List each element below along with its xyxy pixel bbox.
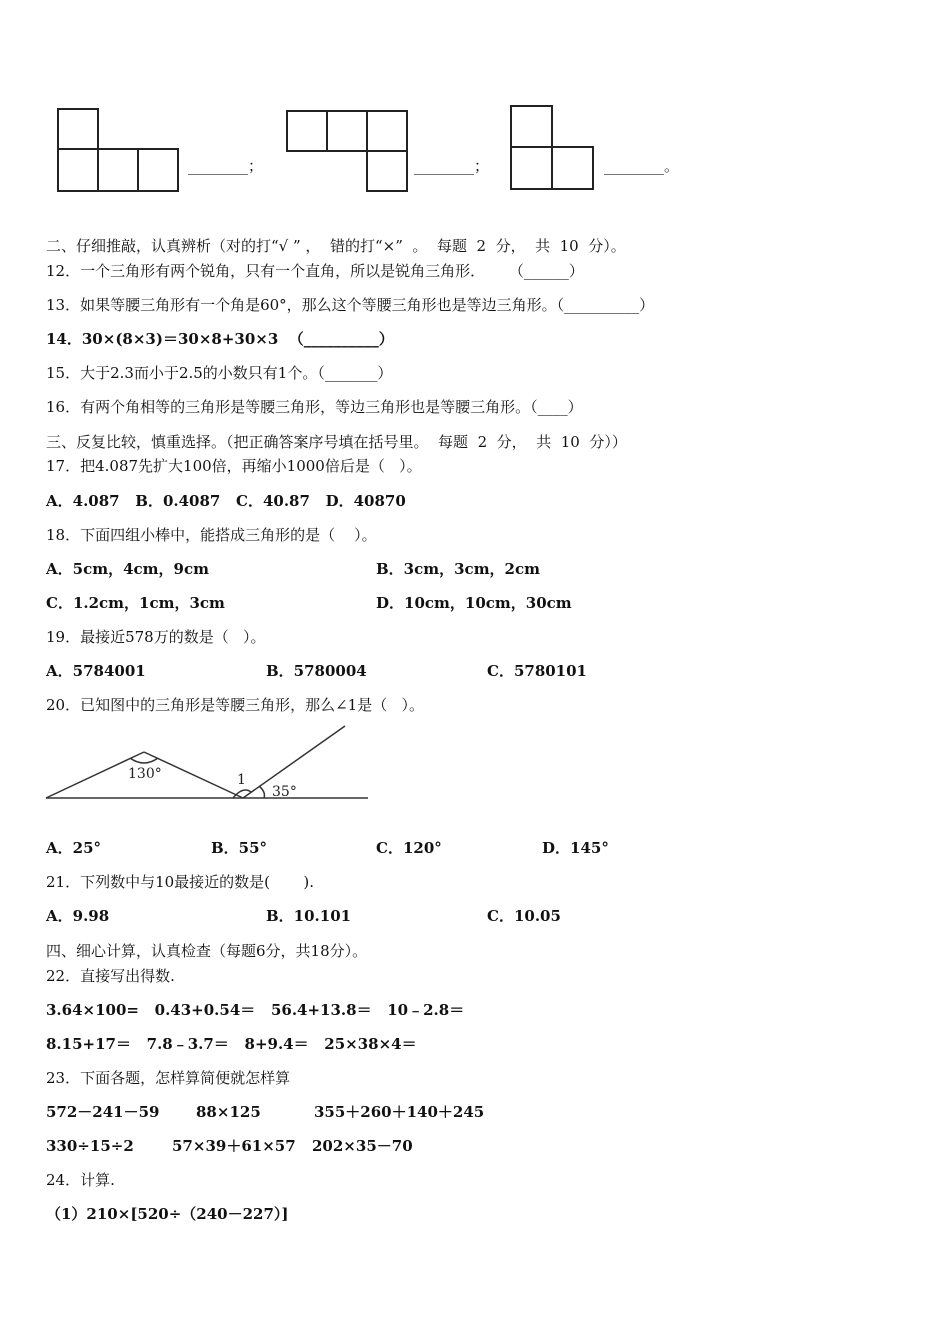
question-18-option-b: B．3cm，3cm，2cm xyxy=(376,560,541,578)
angle-35-label: 35° xyxy=(272,784,297,800)
question-19-option-c: C．5780101 xyxy=(487,662,587,680)
figure-1-blank: ________； xyxy=(188,157,264,175)
question-23-expr: 57×39＋61×57 xyxy=(172,1137,296,1155)
section-4-header: 四、细心计算，认真检查（每题6分，共18分）。 xyxy=(46,942,368,960)
apex-angle-label: 130° xyxy=(128,766,162,782)
question-18-option-a: A．5cm，4cm，9cm xyxy=(46,560,209,578)
figure-2-blank: ________； xyxy=(414,157,490,175)
question-22-row-1: 3.64×100= 0.43+0.54＝ 56.4+13.8＝ 10﹣2.8＝ xyxy=(46,1001,465,1019)
question-20-stem: 20．已知图中的三角形是等腰三角形，那么∠1是（ ）。 xyxy=(46,696,425,714)
question-23-expr: 355＋260＋140＋245 xyxy=(314,1103,485,1121)
question-21-option-c: C．10.05 xyxy=(487,907,561,925)
question-21-option-b: B．10.101 xyxy=(266,907,352,925)
question-18-option-d: D．10cm，10cm，30cm xyxy=(376,594,572,612)
question-19-option-b: B．5780004 xyxy=(266,662,367,680)
question-20-option-a: A．25° xyxy=(46,839,102,857)
net-figure-1 xyxy=(54,106,184,196)
angle-1-label: 1 xyxy=(237,772,246,788)
question-17-stem: 17．把4.087先扩大100倍，再缩小1000倍后是（ ）。 xyxy=(46,457,422,475)
question-19-stem: 19．最接近578万的数是（ ）。 xyxy=(46,628,266,646)
question-14: 14．30×(8×3)＝30×8+30×3 （__________） xyxy=(46,330,394,348)
question-23-stem: 23．下面各题，怎样算简便就怎样算 xyxy=(46,1069,291,1087)
question-17-options: A．4.087 B．0.4087 C．40.87 D．40870 xyxy=(46,492,406,510)
question-23-expr: 572－241－59 xyxy=(46,1103,160,1121)
question-22-row-2: 8.15+17＝ 7.8﹣3.7＝ 8+9.4＝ 25×38×4＝ xyxy=(46,1035,417,1053)
question-16: 16．有两个角相等的三角形是等腰三角形，等边三角形也是等腰三角形。（____） xyxy=(46,398,583,416)
figure-3-blank: ________。 xyxy=(604,157,680,175)
question-21-option-a: A．9.98 xyxy=(46,907,110,925)
question-23-expr: 88×125 xyxy=(196,1103,261,1121)
question-18-stem: 18．下面四组小棒中，能搭成三角形的是（ ）。 xyxy=(46,526,377,544)
section-2-header: 二、仔细推敲，认真辨析（对的打“√ ” ， 错的打“×” 。 每题 2 分， 共 10 分）。 xyxy=(46,237,626,255)
net-figure-3 xyxy=(507,103,602,195)
question-15: 15．大于2.3而小于2.5的小数只有1个。（_______） xyxy=(46,364,393,382)
question-24-stem: 24．计算. xyxy=(46,1171,115,1189)
section-3-header: 三、反复比较，慎重选择。（把正确答案序号填在括号里。 每题 2 分， 共 10 分）） xyxy=(46,433,627,451)
question-24-part-1: （1）210×[520÷（240－227）] xyxy=(46,1205,289,1223)
question-13: 13．如果等腰三角形有一个角是60°，那么这个等腰三角形也是等边三角形。（__________） xyxy=(46,296,655,314)
question-23-expr: 330÷15÷2 xyxy=(46,1137,134,1155)
question-21-stem: 21．下列数中与10最接近的数是( ). xyxy=(46,873,315,891)
question-20-option-c: C．120° xyxy=(376,839,442,857)
question-20-option-b: B．55° xyxy=(211,839,268,857)
triangle-angle-figure xyxy=(40,720,380,810)
question-20-option-d: D．145° xyxy=(542,839,609,857)
question-18-option-c: C．1.2cm，1cm，3cm xyxy=(46,594,225,612)
question-12: 12．一个三角形有两个锐角，只有一个直角，所以是锐角三角形． （______） xyxy=(46,262,584,280)
net-figure-2 xyxy=(283,106,413,196)
question-23-expr: 202×35－70 xyxy=(312,1137,413,1155)
question-22-stem: 22．直接写出得数. xyxy=(46,967,175,985)
question-19-option-a: A．5784001 xyxy=(46,662,146,680)
